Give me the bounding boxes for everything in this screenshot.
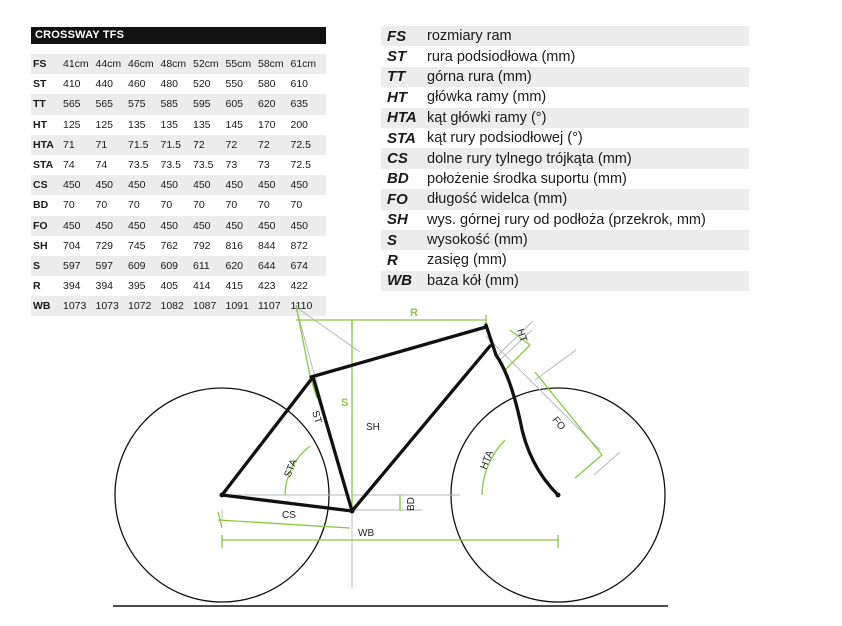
table-cell: 605: [225, 98, 244, 111]
row-label: HT: [33, 118, 47, 131]
table-cell: 73.5: [160, 159, 181, 172]
legend-desc: rozmiary ram: [427, 28, 512, 45]
legend-abbr: CS: [387, 150, 408, 168]
table-cell: 74: [63, 159, 75, 172]
table-cell: 70: [290, 199, 303, 212]
table-cell: 1110: [290, 300, 313, 313]
row-label: FO: [33, 219, 48, 232]
front-axle: [556, 493, 561, 498]
table-cell: 520: [193, 78, 211, 91]
legend-desc: wys. górnej rury od podłoża (przekrok, mm): [427, 211, 706, 228]
table-cell: 611: [193, 259, 210, 272]
label-hta: HTA: [478, 449, 496, 472]
table-cell: 550: [225, 78, 244, 91]
table-cell: 170: [258, 118, 276, 131]
row-label: TT: [33, 98, 46, 111]
table-cell: 450: [95, 219, 114, 232]
table-cell: 70: [63, 199, 75, 212]
table-cell: 575: [128, 98, 146, 111]
table-cell: 414: [193, 280, 211, 293]
table-cell: 70: [95, 199, 108, 212]
table-cell: 610: [290, 78, 309, 91]
legend-desc: kąt rury podsiodłowej (°): [427, 130, 583, 147]
row-label: CS: [33, 179, 48, 192]
legend-abbr: HT: [387, 88, 407, 106]
table-cell: 792: [193, 239, 211, 252]
table-cell: 585: [160, 98, 179, 111]
table-cell: 450: [225, 219, 244, 232]
legend-desc: rura podsiodłowa (mm): [427, 48, 576, 65]
legend-desc: długość widelca (mm): [427, 191, 568, 208]
row-label: STA: [33, 159, 54, 172]
table-cell: 674: [290, 259, 309, 272]
rear-axle: [220, 493, 225, 498]
table-cell: 450: [160, 179, 179, 192]
table-cell: 41cm: [63, 58, 89, 71]
table-cell: 71.5: [160, 138, 181, 151]
table-cell: 580: [258, 78, 276, 91]
table-cell: 1087: [193, 300, 217, 313]
table-cell: 71: [63, 138, 75, 151]
table-cell: 72: [193, 138, 205, 151]
table-cell: 73.5: [128, 159, 149, 172]
table-cell: 450: [290, 219, 309, 232]
table-cell: 565: [63, 98, 81, 111]
table-cell: 72.5: [290, 138, 311, 151]
table-cell: 44cm: [95, 58, 122, 71]
table-cell: 844: [258, 239, 276, 252]
table-cell: 460: [128, 78, 146, 91]
table-cell: 395: [128, 280, 146, 293]
table-cell: 450: [258, 179, 276, 192]
table-cell: 394: [63, 280, 81, 293]
legend-desc: górna rura (mm): [427, 68, 532, 85]
table-cell: 422: [290, 280, 309, 293]
table-cell: 73: [225, 159, 238, 172]
label-wb: WB: [358, 528, 375, 539]
table-cell: 73.5: [193, 159, 214, 172]
table-title: CROSSWAY TFS: [31, 27, 326, 44]
legend-abbr: SH: [387, 211, 408, 229]
row-label: R: [33, 280, 41, 293]
table-cell: 1072: [128, 300, 152, 313]
table-cell: 72.5: [290, 159, 311, 172]
legend-abbr: TT: [387, 68, 406, 86]
table-cell: 609: [160, 259, 179, 272]
row-label: HTA: [33, 138, 54, 151]
table-cell: 135: [128, 118, 146, 131]
table-cell: 70: [160, 199, 173, 212]
table-cell: 72: [225, 138, 238, 151]
table-cell: 73: [258, 159, 270, 172]
table-cell: 125: [63, 118, 81, 131]
table-cell: 480: [160, 78, 179, 91]
legend-desc: dolne rury tylnego trójkąta (mm): [427, 150, 632, 167]
label-sta: STA: [282, 457, 300, 480]
table-cell: 450: [128, 219, 146, 232]
table-cell: 71.5: [128, 138, 149, 151]
table-cell: 450: [128, 179, 146, 192]
table-cell: 1107: [258, 300, 281, 313]
legend-desc: zasięg (mm): [427, 252, 507, 269]
legend-abbr: STA: [387, 129, 416, 147]
table-cell: 1073: [95, 300, 119, 313]
table-cell: 609: [128, 259, 146, 272]
table-cell: 72: [258, 138, 270, 151]
table-cell: 1082: [160, 300, 184, 313]
legend-abbr: FO: [387, 190, 408, 208]
label-st: ST: [309, 409, 324, 426]
table-cell: 644: [258, 259, 276, 272]
table-cell: 200: [290, 118, 309, 131]
table-cell: 394: [95, 280, 114, 293]
table-cell: 635: [290, 98, 309, 111]
table-cell: 70: [128, 199, 140, 212]
table-cell: 597: [95, 259, 114, 272]
table-cell: 745: [128, 239, 146, 252]
table-cell: 595: [193, 98, 211, 111]
table-cell: 565: [95, 98, 114, 111]
table-cell: 450: [193, 179, 211, 192]
table-cell: 872: [290, 239, 309, 252]
label-r: R: [410, 307, 418, 319]
table-cell: 61cm: [290, 58, 317, 71]
table-cell: 410: [63, 78, 81, 91]
table-cell: 450: [225, 179, 244, 192]
table-cell: 423: [258, 280, 276, 293]
table-cell: 415: [225, 280, 244, 293]
table-cell: 450: [290, 179, 309, 192]
row-label: FS: [33, 58, 47, 71]
table-cell: 46cm: [128, 58, 154, 71]
legend-desc: wysokość (mm): [427, 232, 528, 249]
label-bd: BD: [406, 497, 417, 511]
table-cell: 74: [95, 159, 108, 172]
legend-abbr: FS: [387, 27, 407, 45]
legend-desc: kąt główki ramy (°): [427, 109, 547, 126]
table-cell: 620: [258, 98, 276, 111]
label-cs: CS: [282, 510, 296, 521]
table-cell: 597: [63, 259, 81, 272]
table-cell: 145: [225, 118, 244, 131]
table-cell: 704: [63, 239, 81, 252]
table-cell: 405: [160, 280, 179, 293]
legend-desc: główka ramy (mm): [427, 89, 547, 106]
bottom-bracket: [350, 509, 355, 514]
row-label: SH: [33, 239, 48, 252]
table-cell: 52cm: [193, 58, 219, 71]
table-cell: 450: [95, 179, 114, 192]
table-cell: 135: [160, 118, 179, 131]
label-sh: SH: [366, 422, 380, 433]
table-cell: 440: [95, 78, 114, 91]
legend-desc: położenie środka suportu (mm): [427, 170, 627, 187]
table-cell: 1073: [63, 300, 87, 313]
legend-abbr: BD: [387, 170, 409, 188]
table-cell: 48cm: [160, 58, 187, 71]
legend-abbr: ST: [387, 48, 407, 66]
legend-abbr: S: [387, 231, 398, 249]
legend-desc: baza kół (mm): [427, 272, 519, 289]
table-cell: 816: [225, 239, 244, 252]
table-cell: 1091: [225, 300, 249, 313]
table-cell: 729: [95, 239, 114, 252]
table-cell: 620: [225, 259, 244, 272]
label-s: S: [341, 397, 349, 409]
grey-guides: [222, 307, 620, 588]
table-cell: 450: [63, 219, 81, 232]
table-cell: 58cm: [258, 58, 284, 71]
table-cell: 125: [95, 118, 114, 131]
table-cell: 71: [95, 138, 108, 151]
legend-abbr: HTA: [387, 109, 417, 127]
legend-abbr: WB: [387, 272, 412, 290]
table-cell: 450: [63, 179, 81, 192]
table-cell: 450: [193, 219, 211, 232]
table-cell: 135: [193, 118, 211, 131]
label-ht: HT: [514, 327, 529, 344]
table-cell: 55cm: [225, 58, 252, 71]
table-cell: 70: [225, 199, 238, 212]
row-label: ST: [33, 78, 47, 91]
row-label: WB: [33, 300, 51, 313]
legend-abbr: R: [387, 251, 398, 269]
table-cell: 450: [160, 219, 179, 232]
row-label: S: [33, 259, 41, 272]
label-fo: FO: [549, 414, 568, 433]
row-label: BD: [33, 199, 49, 212]
table-cell: 70: [258, 199, 270, 212]
table-cell: 70: [193, 199, 205, 212]
table-cell: 762: [160, 239, 179, 252]
table-cell: 450: [258, 219, 276, 232]
